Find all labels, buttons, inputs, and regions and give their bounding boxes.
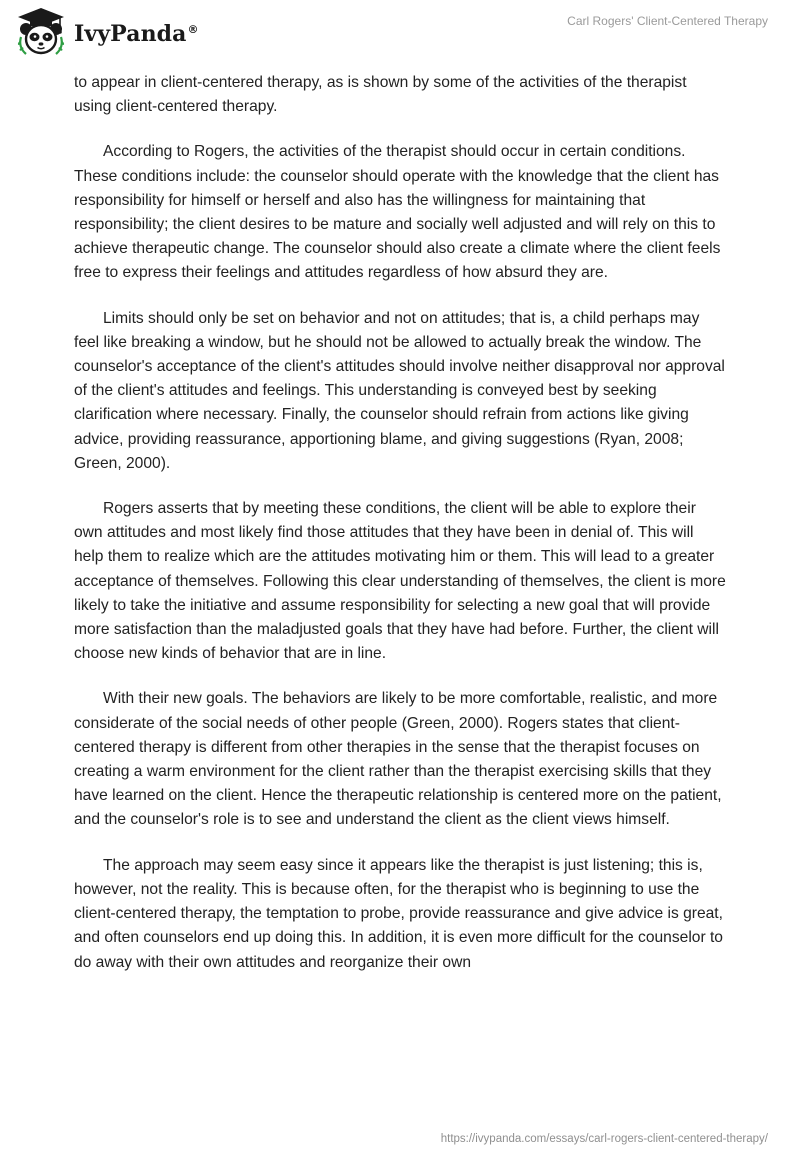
registered-mark: ® xyxy=(187,22,199,36)
paragraph: According to Rogers, the activities of the therapist should occur in certain conditions. These conditions include: the counselor should operate with the knowledge that the client has responsibility for himself or herself and also has the willingness for maintaining that responsibility; the client desires to be mature and socially well adjusted and will rely on this to achieve therapeutic change. The counselor should also create a climate where the client feels free to express their feelings and attitudes regardless of how absurd they are. xyxy=(74,143,721,282)
paragraph: Rogers asserts that by meeting these conditions, the client will be able to explore their own attitudes and most likely find those attitudes that they have been in denial of. This will help them to realize which are the attitudes motivating him or them. This will lead to a greater acceptance of themselves. Following this clear understanding of themselves, the client is more likely to take the initiative and assume responsibility for selecting a new goal that will provide more satisfaction than the maladjusted goals that they have had before. Further, the client will choose new kinds of behavior that are in line. xyxy=(74,500,726,663)
paragraph: With their new goals. The behaviors are likely to be more comfortable, realistic, and more considerate of the social needs of other people (Green, 2000). Rogers states that client-centered therapy is different from other therapies in the sense that the therapist focuses on creating a warm environment for the client rather than the therapist exercising skills that they have learned on the client. Hence the therapeutic relationship is centered more on the patient, and the counselor's role is to see and understand the client as the client views himself. xyxy=(74,690,722,829)
page-header xyxy=(0,0,800,70)
brand-name xyxy=(74,21,199,47)
brand-name-text: IvyPanda xyxy=(74,21,187,47)
essay-body xyxy=(74,71,726,996)
panda-graduate-icon xyxy=(14,7,68,57)
document-title: Carl Rogers' Client-Centered Therapy xyxy=(567,14,768,28)
paragraph: The approach may seem easy since it appears like the therapist is just listening; this is, however, not the reality. This is because often, for the therapist who is beginning to use the client-centered therapy, the temptation to probe, provide reassurance and give advice is great, and often counselors end up doing this. In addition, it is even more difficult for the counselor to do away with their own attitudes and reorganize their own xyxy=(74,856,723,971)
paragraph: Limits should only be set on behavior and not on attitudes; that is, a child perhaps may feel like breaking a window, but he should not be allowed to actually break the window. The counselor's acceptance of the client's attitudes should involve neither disapproval nor approval of the client's attitudes and feelings. This understanding is conveyed best by seeking clarification where necessary. Finally, the counselor should refrain from actions like giving advice, providing reassurance, apportioning blame, and giving suggestions (Ryan, 2008; Green, 2000). xyxy=(74,309,725,472)
paragraph: to appear in client-centered therapy, as is shown by some of the activities of the therapist using client-centered therapy. xyxy=(74,74,687,116)
source-url-link[interactable]: https://ivypanda.com/essays/carl-rogers-client-centered-therapy/ xyxy=(440,1133,768,1145)
brand-logo[interactable] xyxy=(14,7,199,57)
